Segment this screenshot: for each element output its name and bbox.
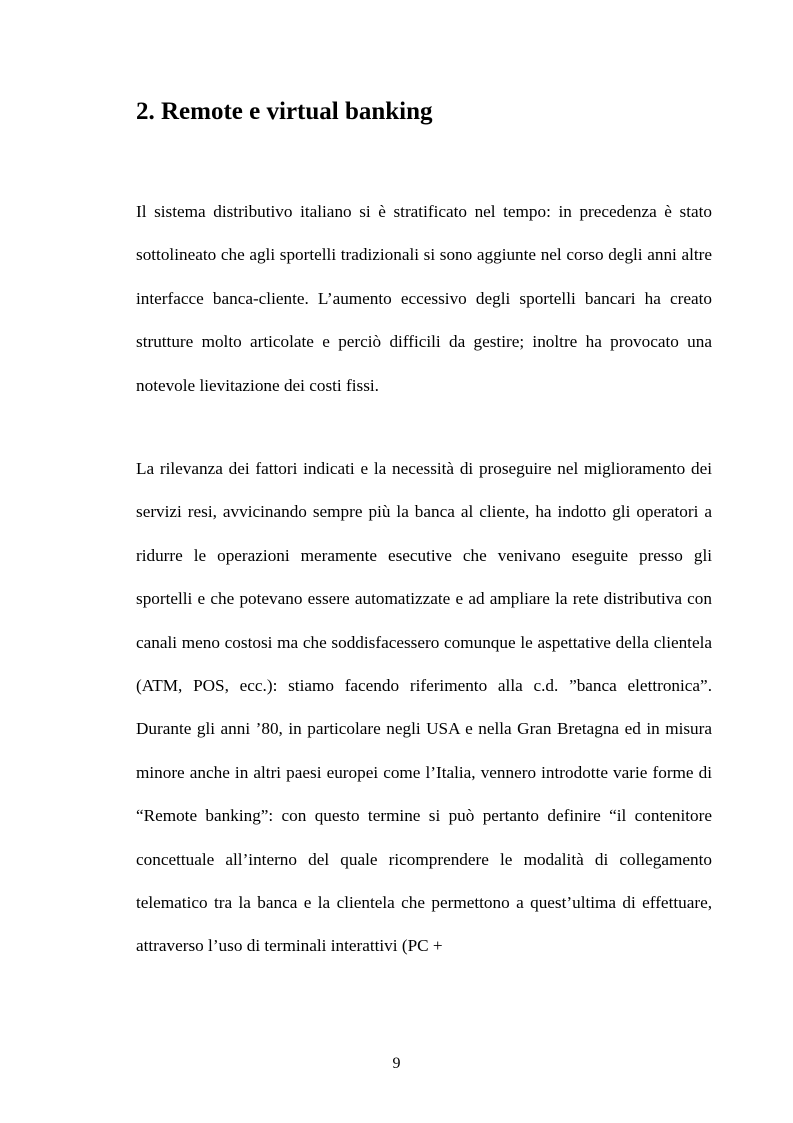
paragraph-2: La rilevanza dei fattori indicati e la necessità di proseguire nel miglioramento dei servizi resi, avvicinando sempre più la banca al cliente, ha indotto gli operatori a ridurre le operazioni meramente esecutive che venivano eseguite presso gli sportelli e che potevano essere automatizzate e ad ampliare la rete distributiva con canali meno costosi ma che soddisfacessero comunque le aspettative della clientela (ATM, POS, ecc.): stiamo facendo riferimento alla c.d. ”banca elettronica”. Durante gli anni ’80, in particolare negli USA e nella Gran Bretagna ed in misura minore anche in altri paesi europei come l’Italia, vennero introdotte varie forme di “Remote banking”: con questo termine si può pertanto definire “il contenitore concettuale all’interno del quale ricomprendere le modalità di collegamento telematico tra la banca e la clientela che permettono a quest’ultima di effettuare, attraverso l’uso di terminali interattivi (PC + [136,459,712,956]
page-number: 9 [392,1055,401,1072]
section-heading: 2. Remote e virtual banking [136,98,433,125]
paragraph-1: Il sistema distributivo italiano si è stratificato nel tempo: in precedenza è stato sottolineato che agli sportelli tradizionali si sono aggiunte nel corso degli anni altre interfacce banca-cliente. L’aumento eccessivo degli sportelli bancari ha creato strutture molto articolate e perciò difficili da gestire; inoltre ha provocato una notevole lievitazione dei costi fissi. [136,202,712,395]
